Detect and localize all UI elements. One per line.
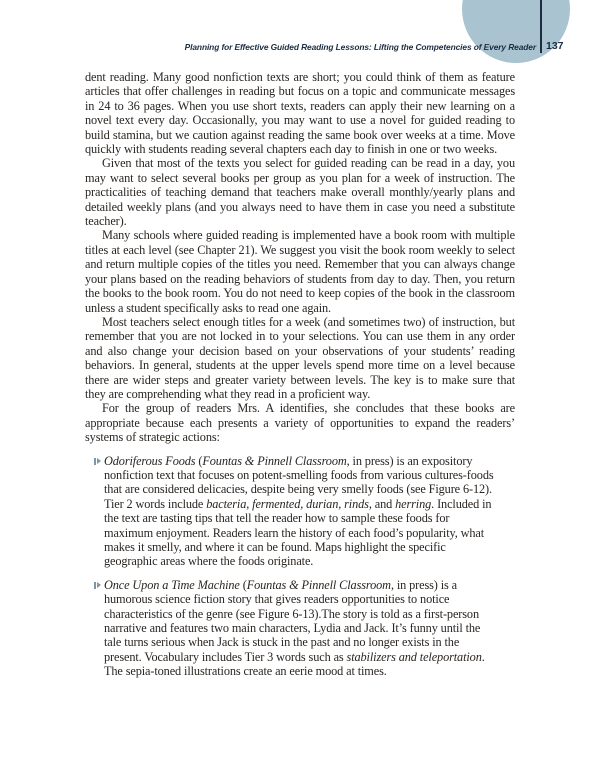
list-item: [85, 578, 496, 679]
page-number: 137: [546, 40, 564, 52]
body-paragraph: Most teachers select enough titles for a week (and sometimes two) of instruction, but remember that you are not locked in to your selections. You can use them in any order and also change your decision based on your observations of your students’ reading behaviors. In general, students at the upper levels spend more time on a level because there are wider steps and greater variety between levels. The key is to make sure that they are comprehending what they read in a proficient way.: [85, 314, 515, 401]
header-divider: [540, 0, 542, 53]
body-paragraph: Given that most of the texts you select for guided reading can be read in a day, you may want to select several books per group as you plan for a week of instruction. The practicalities of teaching demand that teachers make overall monthly/yearly plans and detailed weekly plans (and you always need to have them in case you need a substitute teacher).: [85, 156, 515, 229]
body-paragraph: Many schools where guided reading is implemented have a book room with multiple titles at each level (see Chapter 21). We suggest you visit the book room weekly to select and return multiple copies of the titles you need. Remember that you can always change your plans based on the reading behaviors of students from day to day. Then, you return the books to the book room. You do not need to keep copies of the book in the classroom unless a student specifically asks to read one again.: [85, 228, 515, 315]
bullet-marker-icon: [94, 458, 101, 465]
running-header-title: Planning for Effective Guided Reading Lessons: Lifting the Competencies of Every Reader: [184, 42, 536, 52]
bullet-list: [85, 454, 515, 679]
bullet-text: Odoriferous Foods (Fountas & Pinnell Classroom, in press) is an expository nonfiction text that focuses on potent-smelling foods from various cultures-foods that are considered delicacies, despite being very smelly foods (see Figure 6-12). Tier 2 words include bacteria, fermented, durian, rinds, and herring. Included in the text are tasting tips that tell the reader how to sample these foods for maximum enjoyment. Readers learn the history of each food’s popularity, what makes it smelly, and where it can be found. Maps highlight the specific geographic areas where the foods originate.: [104, 453, 494, 569]
list-item: [85, 454, 496, 569]
corner-circle-decoration: [462, 0, 570, 63]
page-body: [85, 70, 515, 679]
bullet-text: Once Upon a Time Machine (Fountas & Pinnell Classroom, in press) is a humorous science fiction story that gives readers opportunities to notice characteristics of the genre (see Figure 6-13).The story is told as a first-person narrative and features two main characters, Lydia and Jack. It’s funny until the tale turns serious when Jack is stuck in the past and no longer exists in the present. Vocabulary includes Tier 3 words such as stabilizers and teleportation. The sepia-toned illustrations create an eerie mood at times.: [104, 577, 485, 679]
body-paragraph: For the group of readers Mrs. A identifies, she concludes that these books are appropriate because each presents a variety of opportunities to expand the readers’ systems of strategic actions:: [85, 401, 515, 445]
body-paragraph: dent reading. Many good nonfiction texts are short; you could think of them as feature articles that offer challenges in reading but focus on a topic and communicate messages in 24 to 36 pages. When you use short texts, readers can apply their new learning on a novel text every day. Occasionally, you may want to use a novel for guided reading to build stamina, but we caution against reading the same book over weeks at a time. Move quickly with students reading several chapters each day to finish in one or two weeks.: [85, 70, 515, 157]
bullet-marker-icon: [94, 582, 101, 589]
